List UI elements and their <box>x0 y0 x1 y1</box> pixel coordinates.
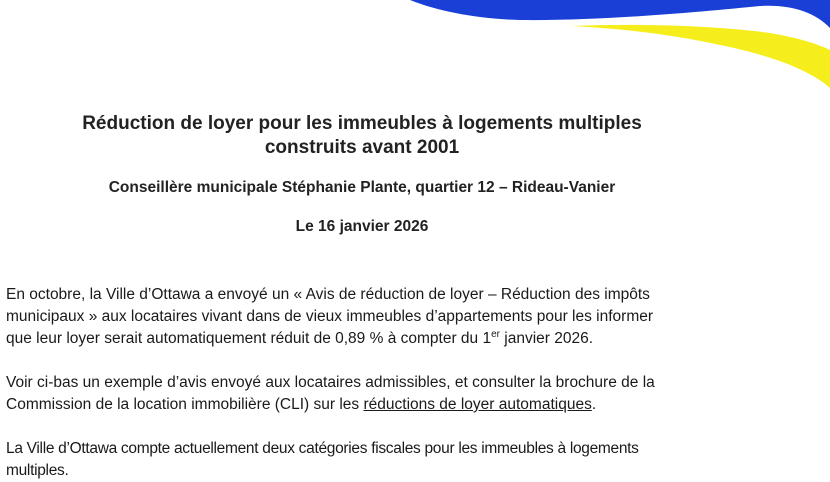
paragraph-example <box>6 372 746 416</box>
paragraph-line: municipaux » aux locataires vivant dans de vieux immeubles d’appartements pour les informer <box>6 308 654 325</box>
rent-reduction-link[interactable]: réductions de loyer automatiques <box>363 396 592 413</box>
paragraph-line: Voir ci-bas un exemple d’avis envoyé aux locataires admissibles, et consulter la brochure de la <box>6 374 655 391</box>
text-span: Commission de la location immobilière (CLI) sur les <box>6 396 364 413</box>
paragraph-notice <box>6 284 746 350</box>
text-span: que leur loyer serait automatiquement réduit de 0,89 % à compter du 1 <box>6 330 492 347</box>
councillor-byline: Conseillère municipale Stéphanie Plante, quartier 12 – Rideau-Vanier <box>108 179 616 196</box>
decorative-swoosh <box>0 0 830 110</box>
document-title-line2: construits avant 2001 <box>264 137 460 158</box>
paragraph-line: En octobre, la Ville d’Ottawa a envoyé un « Avis de réduction de loyer – Réduction des impôts <box>6 286 650 303</box>
superscript: er <box>491 329 500 340</box>
text-span: janvier 2026. <box>500 330 594 347</box>
paragraph-line: multiples. <box>6 462 69 479</box>
document-date: Le 16 janvier 2026 <box>295 218 429 235</box>
paragraph-line: La Ville d’Ottawa compte actuellement deux catégories fiscales pour les immeubles à logements <box>6 440 639 457</box>
document-title-line1: Réduction de loyer pour les immeubles à logements multiples <box>82 113 642 134</box>
paragraph-line <box>6 328 746 350</box>
text-span: . <box>591 396 597 413</box>
yellow-swoosh <box>572 25 830 88</box>
blue-swoosh <box>410 0 830 28</box>
paragraph-line <box>6 394 746 416</box>
paragraph-tax-classes <box>6 438 746 482</box>
